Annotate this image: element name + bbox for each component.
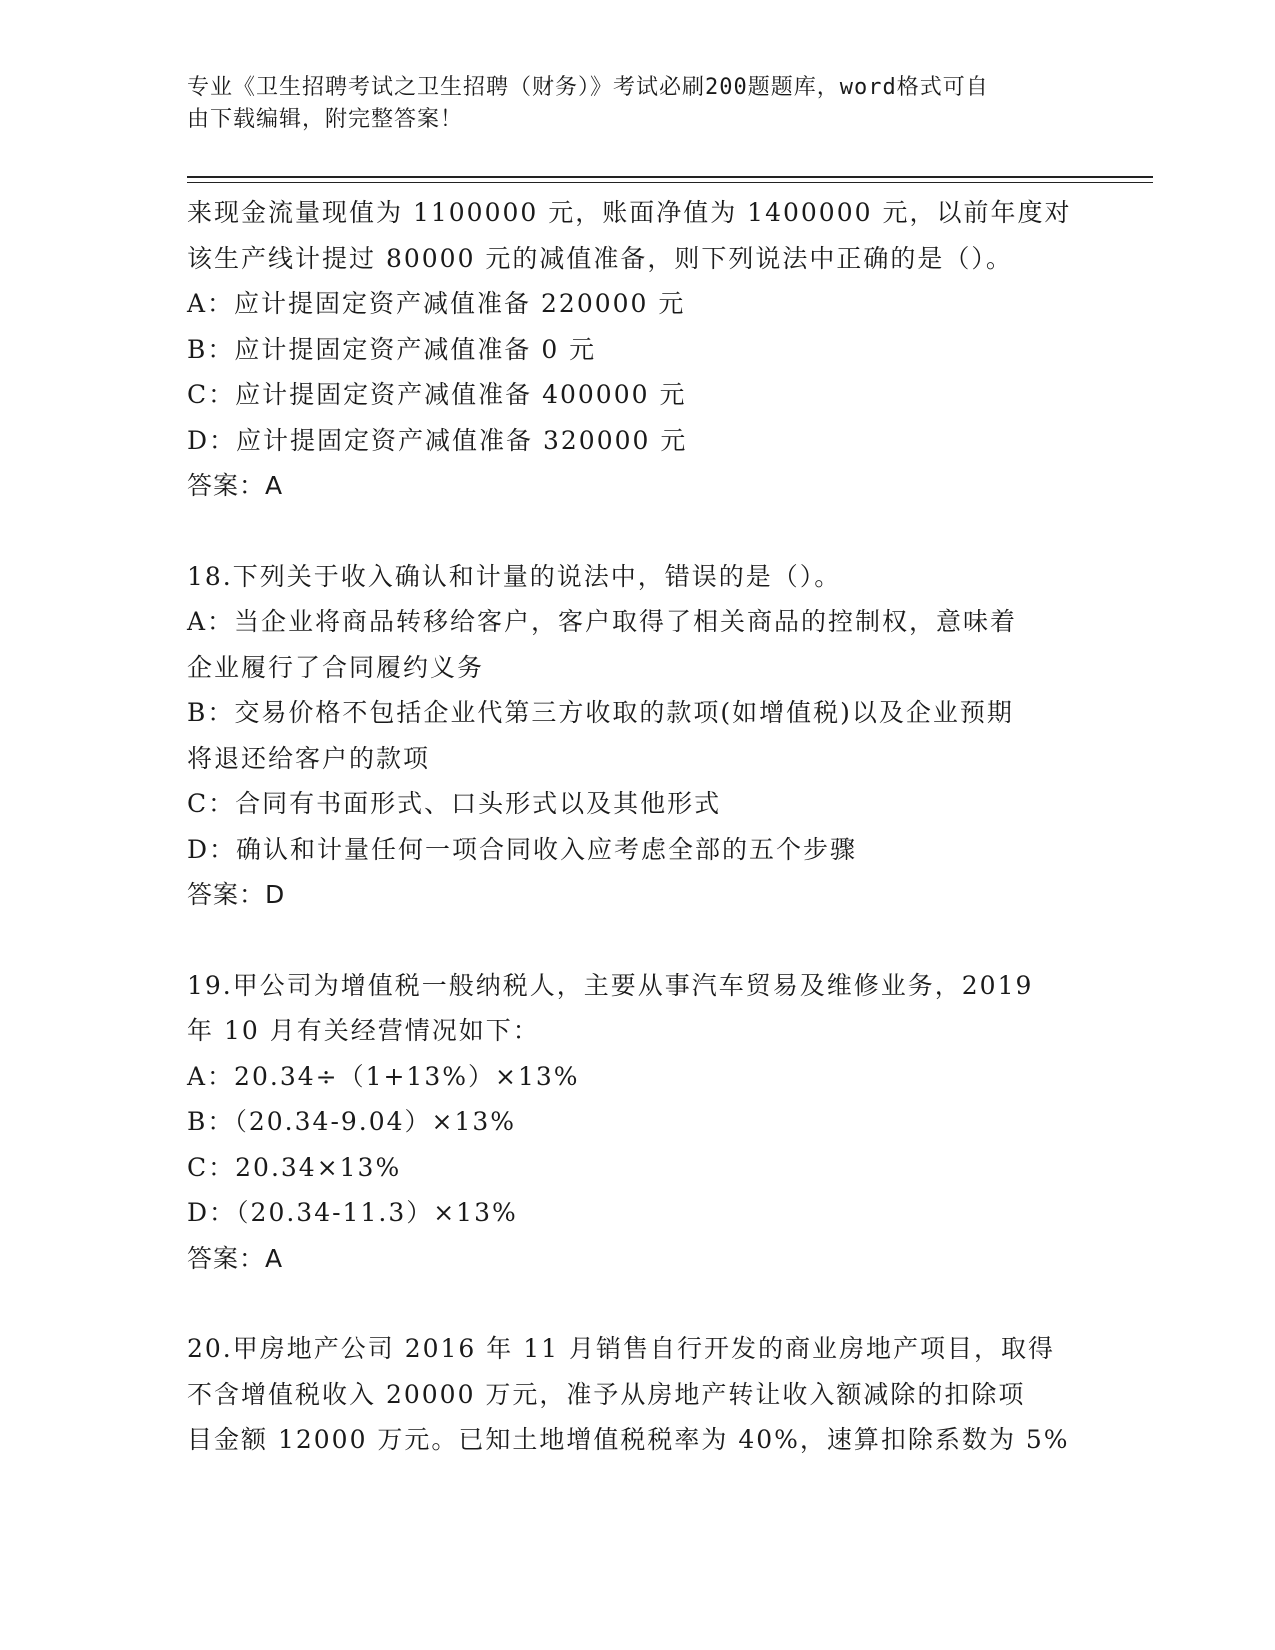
- answer-label: 答案：D: [187, 880, 286, 909]
- question-20: [187, 1326, 1087, 1463]
- header-divider-thin: [187, 182, 1153, 183]
- option-c: C：合同有书面形式、口头形式以及其他形式: [187, 789, 722, 818]
- question-17: [187, 190, 1087, 509]
- option-b: B：应计提固定资产减值准备 0 元: [187, 334, 597, 364]
- question-text: 来现金流量现值为 1100000 元，账面净值为 1400000 元，以前年度对: [187, 198, 1072, 227]
- question-text: 18.下列关于收入确认和计量的说法中，错误的是（）。: [187, 561, 842, 591]
- question-text: 20.甲房地产公司 2016 年 11 月销售自行开发的商业房地产项目，取得: [187, 1334, 1055, 1363]
- option-c: C：20.34×13%: [187, 1152, 402, 1182]
- question-text: 19.甲公司为增值税一般纳税人，主要从事汽车贸易及维修业务，2019: [187, 970, 1034, 1000]
- document-body: [187, 190, 1087, 1463]
- option-c: C：应计提固定资产减值准备 400000 元: [187, 380, 687, 409]
- question-spacer: [187, 918, 1087, 963]
- option-b: B：交易价格不包括企业代第三方收取的款项(如增值税)以及企业预期: [187, 698, 1014, 727]
- header-line-1: 专业《卫生招聘考试之卫生招聘（财务）》考试必刷200题题库，word格式可自: [187, 75, 989, 100]
- option-d: D：（20.34-11.3）×13%: [187, 1198, 518, 1227]
- question-spacer: [187, 509, 1087, 554]
- header-divider-thick: [187, 176, 1153, 178]
- option-d: D：确认和计量任何一项合同收入应考虑全部的五个步骤: [187, 834, 858, 864]
- option-a: A：应计提固定资产减值准备 220000 元: [187, 289, 686, 318]
- question-text: 年 10 月有关经营情况如下：: [187, 1016, 540, 1045]
- option-a: A：20.34÷（1+13%）×13%: [187, 1061, 580, 1091]
- answer-label: 答案：A: [187, 1243, 284, 1273]
- question-text: 目金额 12000 万元。已知土地增值税税率为 40%，速算扣除系数为 5%: [187, 1425, 1070, 1454]
- option-b-continued: 将退还给客户的款项: [187, 743, 431, 773]
- document-header: [187, 72, 1067, 136]
- question-18: [187, 554, 1087, 918]
- option-b: B：（20.34-9.04）×13%: [187, 1107, 517, 1136]
- answer-label: 答案：A: [187, 471, 284, 500]
- option-a-continued: 企业履行了合同履约义务: [187, 652, 485, 682]
- option-d: D：应计提固定资产减值准备 320000 元: [187, 425, 688, 455]
- question-text: 该生产线计提过 80000 元的减值准备，则下列说法中正确的是（）。: [187, 243, 1013, 273]
- question-text: 不含增值税收入 20000 万元，准予从房地产转让收入额减除的扣除项: [187, 1379, 1026, 1409]
- question-spacer: [187, 1281, 1087, 1326]
- header-line-2: 由下载编辑，附完整答案！: [187, 107, 464, 132]
- option-a: A：当企业将商品转移给客户，客户取得了相关商品的控制权，意味着: [187, 607, 1018, 636]
- question-19: [187, 963, 1087, 1282]
